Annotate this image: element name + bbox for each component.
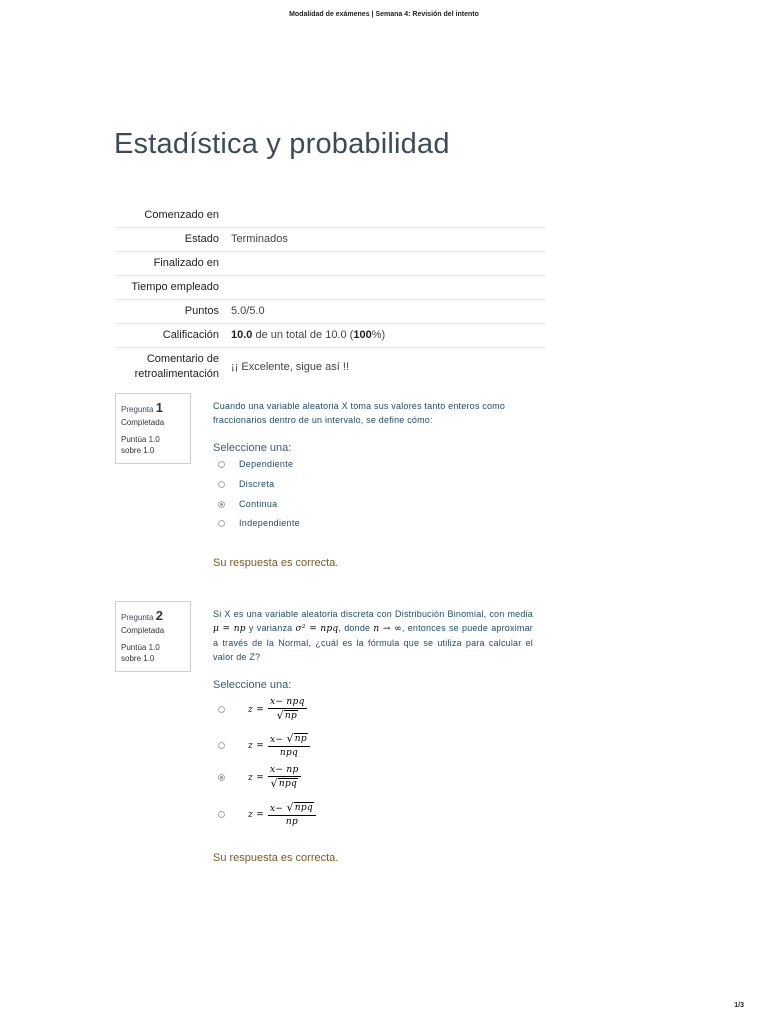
math-limit: n → ∞ xyxy=(373,624,402,634)
summary-label: Comentario de retroalimentación xyxy=(134,353,219,380)
math-mean: μ = np xyxy=(213,624,246,634)
question-number: 2 xyxy=(155,608,163,623)
answer-option[interactable] xyxy=(218,733,310,758)
answer-label: Continua xyxy=(239,499,278,509)
answer-option[interactable] xyxy=(218,518,300,528)
page-number: 1/3 xyxy=(734,1002,744,1009)
radio-button[interactable] xyxy=(218,481,225,488)
radio-button-checked[interactable] xyxy=(218,774,225,781)
select-one-prompt: Seleccione una: xyxy=(213,442,292,454)
radio-button[interactable] xyxy=(218,520,225,527)
summary-row-grade xyxy=(116,324,546,348)
radio-button-checked[interactable] xyxy=(218,501,225,508)
question-info-box xyxy=(115,601,191,672)
print-header: Modalidad de exámenes | Semana 4: Revisión del intento xyxy=(289,11,479,18)
radio-button[interactable] xyxy=(218,742,225,749)
fraction: x− np √ npq xyxy=(270,765,299,790)
summary-value: 5.0/5.0 xyxy=(231,305,265,317)
attempt-summary-table xyxy=(116,205,546,386)
question-text: Si X es una variable aleatoria discreta con Distribución Binomial, con media μ = np y varianza σ² = npq, donde n → ∞, entonces se puede aproximar a través de la Normal, ¿cuál es la fórmula que se utiliza para calcular el valor de Z? xyxy=(213,609,534,662)
question-number: 1 xyxy=(155,400,163,415)
question-grade-max: sobre 1.0 xyxy=(121,654,155,663)
summary-label: Estado xyxy=(184,233,219,245)
question-info-box xyxy=(115,393,191,464)
question-grade-max: sobre 1.0 xyxy=(121,446,155,455)
question-label: Pregunta xyxy=(121,405,154,414)
answer-option[interactable] xyxy=(218,802,316,827)
summary-row-state xyxy=(116,228,546,252)
grade-total: de un total de 10.0 ( xyxy=(252,329,354,341)
summary-row-time xyxy=(116,276,546,300)
answer-label: Independiente xyxy=(239,518,300,528)
grade-percent-suffix: %) xyxy=(371,329,386,341)
summary-label: Finalizado en xyxy=(153,257,219,269)
formula-option: z = x− √ npq np xyxy=(248,802,316,827)
answer-option[interactable] xyxy=(218,697,307,722)
radio-button[interactable] xyxy=(218,461,225,468)
radio-button[interactable] xyxy=(218,706,225,713)
answer-option[interactable] xyxy=(218,479,274,489)
question-grade: Puntúa 1.0 xyxy=(121,643,160,652)
summary-row-feedback xyxy=(116,348,546,387)
summary-value: Terminados xyxy=(231,233,288,245)
answer-label: Dependiente xyxy=(239,459,294,469)
grade-value: 10.0 xyxy=(231,329,253,341)
question-text: Cuando una variable aleatoria X toma sus valores tanto enteros como fraccionarios dentro de un intervalo, se define cómo: xyxy=(213,401,506,425)
grade-percent: 100 xyxy=(353,329,372,341)
page-title: Estadística y probabilidad xyxy=(114,128,450,160)
question-grade: Puntúa 1.0 xyxy=(121,435,160,444)
summary-row-started xyxy=(116,205,546,228)
summary-value: ¡¡ Excelente, sigue así !! xyxy=(231,360,349,373)
summary-label: Calificación xyxy=(162,329,219,341)
formula-option: z = x− np √ npq xyxy=(248,765,299,790)
answer-option[interactable] xyxy=(218,459,293,469)
fraction: x− npq √ np xyxy=(270,697,305,722)
radio-button[interactable] xyxy=(218,811,225,818)
question-label: Pregunta xyxy=(121,613,154,622)
answer-option-selected[interactable] xyxy=(218,499,277,509)
summary-row-finished xyxy=(116,252,546,276)
summary-value xyxy=(227,205,546,228)
fraction: x− √ npq np xyxy=(268,802,316,827)
summary-value xyxy=(227,252,546,276)
select-one-prompt: Seleccione una: xyxy=(213,679,292,691)
answer-option-selected[interactable] xyxy=(218,765,301,790)
question-state: Completada xyxy=(121,626,165,635)
answer-label: Discreta xyxy=(239,479,275,489)
summary-label: Tiempo empleado xyxy=(131,281,219,293)
question-state: Completada xyxy=(121,418,165,427)
summary-value xyxy=(227,276,546,300)
answer-feedback: Su respuesta es correcta. xyxy=(213,852,339,864)
summary-label: Comenzado en xyxy=(144,209,219,221)
math-variance: σ² = npq xyxy=(295,624,339,634)
summary-value xyxy=(227,324,546,348)
formula-option: z = x− npq √ np xyxy=(248,697,305,722)
fraction: x− √ np npq xyxy=(268,733,310,758)
answer-feedback: Su respuesta es correcta. xyxy=(213,557,339,569)
summary-label: Puntos xyxy=(184,305,219,317)
summary-row-points xyxy=(116,300,546,324)
formula-option: z = x− √ np npq xyxy=(248,733,310,758)
